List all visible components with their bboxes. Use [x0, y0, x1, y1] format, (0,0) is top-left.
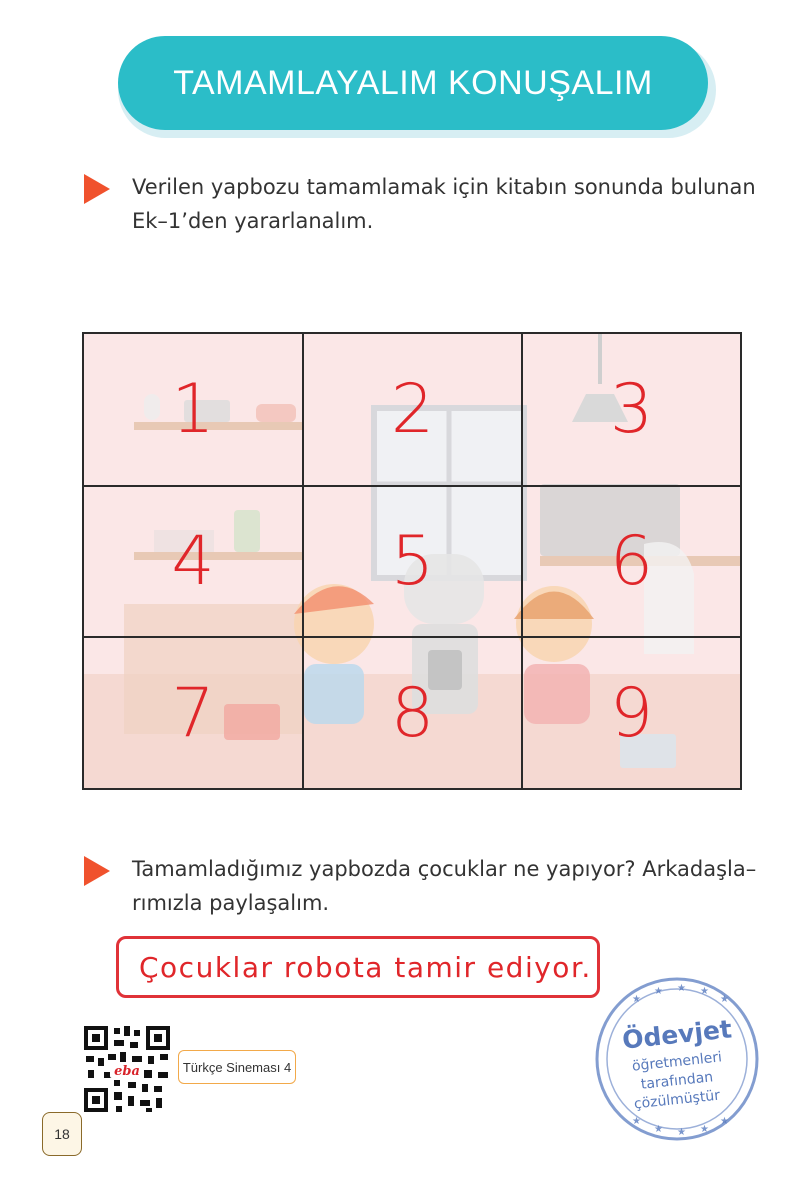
- play-arrow-icon: [84, 856, 110, 886]
- answer-text: Çocuklar robota tamir ediyor.: [139, 950, 592, 984]
- puzzle-piece-1: [84, 334, 304, 487]
- stamp-line-3: çözülmüştür: [633, 1087, 721, 1113]
- section-title: TAMAMLAYALIM KONUŞALIM: [173, 63, 653, 102]
- svg-text:★: ★: [720, 1116, 729, 1127]
- svg-text:★: ★: [632, 994, 641, 1005]
- svg-text:★: ★: [654, 986, 663, 997]
- puzzle-piece-8: [304, 638, 523, 788]
- stamp-line-2: tarafından: [640, 1069, 714, 1093]
- svg-text:★: ★: [632, 1116, 641, 1127]
- stamp-line-1: öğretmenleri: [631, 1049, 723, 1075]
- puzzle-piece-6: [523, 487, 740, 638]
- svg-text:★: ★: [677, 1127, 686, 1138]
- instruction-1-line-2: Ek–1’den yararlanalım.: [132, 209, 374, 233]
- instruction-2-line-1: Tamamladığımız yapbozda çocuklar ne yapıyor? Arkadaşla–: [132, 857, 757, 881]
- piece-number: 1: [171, 370, 215, 449]
- piece-number: 5: [390, 522, 435, 601]
- page-number-text: 18: [54, 1126, 70, 1142]
- puzzle-piece-7: [84, 638, 304, 788]
- qr-code-icon[interactable]: [84, 1026, 170, 1112]
- instruction-1-line-1: Verilen yapbozu tamamlamak için kitabın sonunda bulunan: [132, 175, 756, 199]
- instruction-2: [132, 852, 756, 920]
- svg-text:★: ★: [720, 994, 729, 1005]
- page-number: [42, 1112, 82, 1156]
- eba-video-tag[interactable]: [178, 1050, 296, 1084]
- answer-box: [116, 936, 600, 998]
- piece-number: 9: [609, 673, 654, 753]
- play-arrow-icon: [84, 174, 110, 204]
- puzzle-piece-2: [304, 334, 523, 487]
- svg-text:★: ★: [677, 983, 686, 994]
- puzzle-piece-3: [523, 334, 740, 487]
- piece-number: 7: [171, 673, 215, 753]
- puzzle-piece-5: [304, 487, 523, 638]
- piece-number: 8: [390, 673, 435, 753]
- puzzle-pieces: [84, 334, 740, 788]
- section-banner: [118, 36, 708, 130]
- svg-text:★: ★: [700, 986, 709, 997]
- piece-number: 4: [171, 522, 215, 601]
- piece-number: 6: [609, 522, 654, 601]
- eba-video-tag-label: Türkçe Sineması 4: [182, 1059, 292, 1075]
- stamp-brand: Ödevjet: [620, 1014, 734, 1055]
- svg-text:★: ★: [700, 1124, 709, 1135]
- puzzle-piece-9: [523, 638, 740, 788]
- puzzle-grid: [82, 332, 742, 790]
- eba-logo-icon: eba: [114, 1064, 140, 1079]
- piece-number: 3: [609, 370, 654, 449]
- svg-text:★: ★: [654, 1124, 663, 1135]
- instruction-2-line-2: rımızla paylaşalım.: [132, 891, 330, 915]
- stamp-icon: [592, 974, 762, 1144]
- instruction-1: [132, 170, 756, 238]
- puzzle-piece-4: [84, 487, 304, 638]
- piece-number: 2: [390, 370, 435, 449]
